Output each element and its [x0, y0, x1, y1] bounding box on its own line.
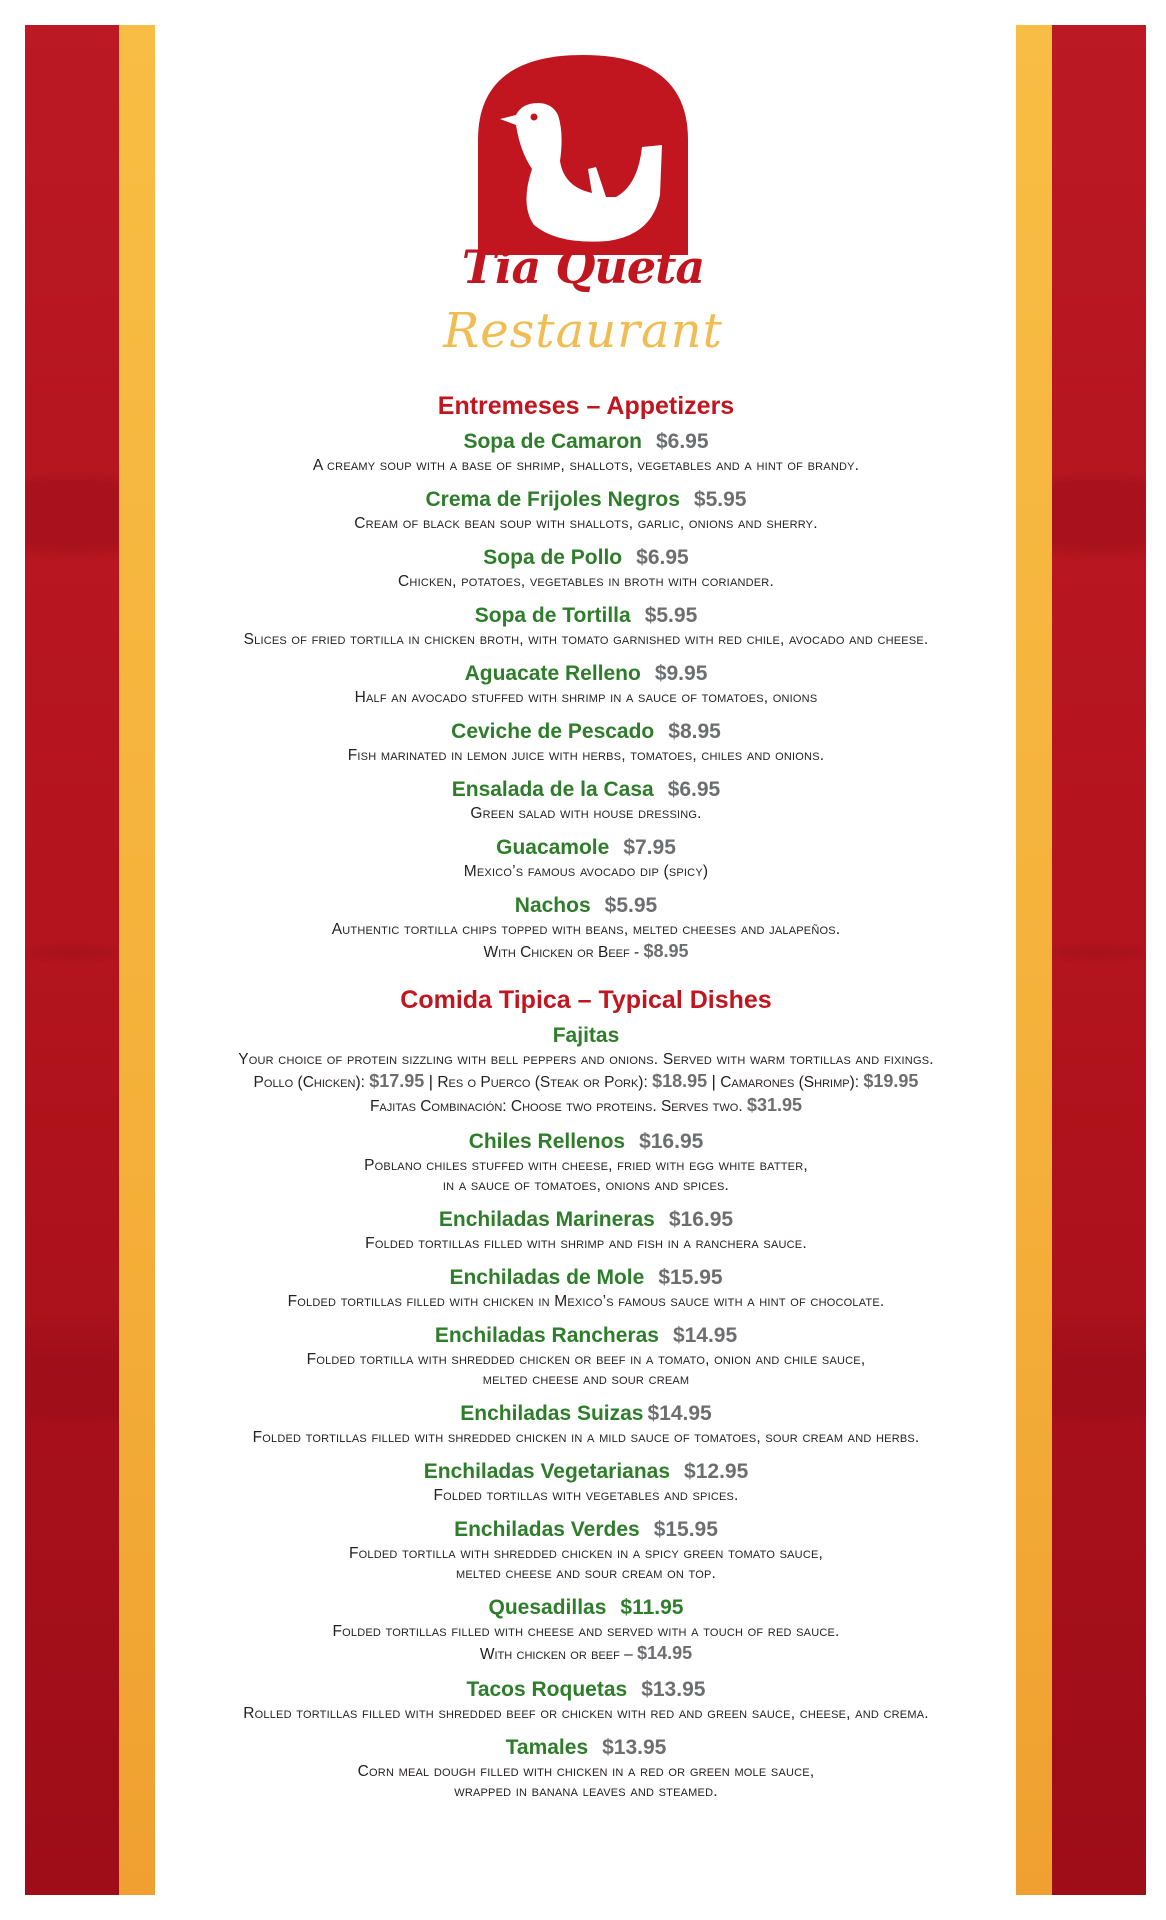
menu-item — [160, 1458, 1012, 1506]
option-label: Pollo (Chicken): — [253, 1074, 365, 1091]
option-price: $17.95 — [369, 1071, 425, 1091]
item-price: $7.95 — [623, 836, 676, 859]
item-name: Aguacate Relleno — [464, 662, 641, 685]
item-description: Authentic tortilla chips topped with beans, melted cheeses and jalapeños. — [331, 921, 841, 938]
item-extra-price: $8.95 — [643, 941, 689, 961]
menu-item — [160, 834, 1012, 882]
menu-item — [160, 428, 1012, 476]
menu-item — [160, 1676, 1012, 1724]
option-separator: | — [711, 1072, 716, 1091]
item-description: Rolled tortillas filled with shredded beef or chicken with red and green sauce, cheese, and crema. — [243, 1705, 929, 1722]
left-decorative-border — [25, 25, 119, 1895]
restaurant-logo — [430, 55, 736, 375]
item-name: Fajitas — [552, 1024, 620, 1047]
fajitas-combo — [160, 1094, 1012, 1118]
item-price: $6.95 — [667, 778, 721, 801]
menu-item — [160, 776, 1012, 824]
item-name: Enchiladas Marineras — [438, 1208, 655, 1231]
left-gold-stripe — [119, 25, 155, 1895]
item-description: Slices of fried tortilla in chicken broth, with tomato garnished with red chile, avocado and cheese. — [243, 631, 929, 648]
item-name: Sopa de Camaron — [463, 430, 642, 453]
item-description: Folded tortillas filled with chicken in Mexico’s famous sauce with a hint of chocolate. — [287, 1293, 885, 1310]
item-description-cont: melted cheese and sour cream on top. — [455, 1565, 717, 1582]
item-price: $13.95 — [602, 1736, 667, 1759]
menu-item — [160, 544, 1012, 592]
item-name: Enchiladas Rancheras — [434, 1324, 659, 1347]
item-description-cont: wrapped in banana leaves and steamed. — [454, 1783, 718, 1800]
item-price: $14.95 — [672, 1324, 738, 1347]
item-name: Ceviche de Pescado — [451, 720, 655, 743]
item-name: Sopa de Tortilla — [474, 604, 631, 627]
item-extra-option — [160, 1642, 1012, 1666]
item-description: Poblano chiles stuffed with cheese, fried with egg white batter, — [364, 1157, 808, 1174]
item-description: Folded tortillas filled with cheese and served with a touch of red sauce. — [332, 1623, 840, 1640]
item-price: $6.95 — [636, 546, 689, 569]
item-price: $5.95 — [604, 894, 658, 917]
fajitas-options — [160, 1070, 1012, 1094]
combo-price: $31.95 — [746, 1095, 803, 1115]
item-description: Folded tortilla with shredded chicken or beef in a tomato, onion and chile sauce, — [306, 1351, 866, 1368]
item-description: Chicken, potatoes, vegetables in broth with coriander. — [398, 573, 774, 590]
item-name: Sopa de Pollo — [483, 546, 623, 569]
menu-item — [160, 602, 1012, 650]
menu-item — [160, 1206, 1012, 1254]
menu-item — [160, 486, 1012, 534]
item-price: $15.95 — [658, 1266, 723, 1289]
item-price: $5.95 — [644, 604, 698, 627]
item-name: Crema de Frijoles Negros — [425, 488, 680, 511]
item-extra-option — [160, 940, 1012, 964]
item-description: A creamy soup with a base of shrimp, shallots, vegetables and a hint of brandy. — [312, 457, 860, 474]
item-name: Tacos Roquetas — [466, 1678, 628, 1701]
item-description: Half an avocado stuffed with shrimp in a sauce of tomatoes, onions — [354, 689, 818, 706]
item-description: Folded tortillas filled with shrimp and fish in a ranchera sauce. — [365, 1235, 807, 1252]
item-name: Ensalada de la Casa — [451, 778, 654, 801]
item-price: $11.95 — [620, 1596, 684, 1619]
item-description-cont: in a sauce of tomatoes, onions and spices. — [442, 1177, 730, 1194]
combo-label: Fajitas Combinación: Choose two proteins. Serves two. — [369, 1098, 743, 1115]
item-name: Tamales — [505, 1736, 589, 1759]
menu-item — [160, 1264, 1012, 1312]
item-price: $16.95 — [639, 1130, 704, 1153]
menu-item — [160, 892, 1012, 964]
menu-item — [160, 718, 1012, 766]
item-name: Enchiladas Suizas — [460, 1402, 644, 1425]
item-price: $14.95 — [647, 1402, 712, 1425]
item-price: $15.95 — [653, 1518, 718, 1541]
menu-item — [160, 660, 1012, 708]
item-price: $6.95 — [655, 430, 709, 453]
item-description: Folded tortillas filled with shredded chicken in a mild sauce of tomatoes, sour cream and herbs. — [252, 1429, 920, 1446]
item-extra-price: $14.95 — [637, 1643, 693, 1663]
menu-item — [160, 1322, 1012, 1390]
item-description: Folded tortilla with shredded chicken in a spicy green tomato sauce, — [348, 1545, 824, 1562]
item-name: Enchiladas Verdes — [454, 1518, 640, 1541]
item-description: Green salad with house dressing. — [470, 805, 702, 822]
section-title-typical-dishes: Comida Tipica – Typical Dishes — [400, 986, 772, 1014]
menu-item — [160, 1128, 1012, 1196]
item-description: Fish marinated in lemon juice with herbs, tomatoes, chiles and onions. — [347, 747, 825, 764]
item-name: Chiles Rellenos — [468, 1130, 626, 1153]
menu-item — [160, 1400, 1012, 1448]
option-label: Camarones (Shrimp): — [720, 1074, 860, 1091]
item-price: $8.95 — [668, 720, 721, 743]
option-price: $18.95 — [652, 1071, 708, 1091]
menu-item-fajitas — [160, 1022, 1012, 1118]
right-gold-stripe — [1016, 25, 1052, 1895]
item-price: $9.95 — [654, 662, 708, 685]
menu-item — [160, 1734, 1012, 1802]
option-separator: | — [428, 1072, 434, 1091]
item-name: Guacamole — [496, 836, 610, 859]
item-description: Cream of black bean soup with shallots, garlic, onions and sherry. — [354, 515, 818, 532]
item-description: Your choice of protein sizzling with bell peppers and onions. Served with warm tortillas and fixings. — [238, 1051, 934, 1068]
right-decorative-border — [1052, 25, 1146, 1895]
item-extra-label: With chicken or beef – — [479, 1646, 633, 1663]
item-price: $5.95 — [693, 488, 747, 511]
item-price: $13.95 — [641, 1678, 706, 1701]
item-name: Enchiladas de Mole — [449, 1266, 645, 1289]
brand-name: Tia Queta — [461, 240, 705, 294]
item-description: Mexico’s famous avocado dip (spicy) — [463, 863, 709, 880]
item-description: Folded tortillas with vegetables and spices. — [433, 1487, 739, 1504]
item-price: $12.95 — [684, 1460, 749, 1483]
item-name: Quesadillas — [488, 1596, 607, 1619]
item-name: Nachos — [514, 894, 591, 917]
item-description: Corn meal dough filled with chicken in a red or green mole sauce, — [357, 1763, 815, 1780]
menu-item — [160, 1594, 1012, 1666]
option-label: Res o Puerco (Steak or Pork): — [437, 1074, 648, 1091]
item-price: $16.95 — [668, 1208, 734, 1231]
section-title-appetizers: Entremeses – Appetizers — [437, 392, 735, 420]
menu-item — [160, 1516, 1012, 1584]
item-extra-label: With Chicken or Beef - — [483, 944, 640, 961]
menu-content — [160, 390, 1012, 1812]
item-description-cont: melted cheese and sour cream — [482, 1371, 690, 1388]
brand-subtitle: Restaurant — [443, 303, 723, 359]
item-name: Enchiladas Vegetarianas — [423, 1460, 671, 1483]
option-price: $19.95 — [863, 1071, 919, 1091]
